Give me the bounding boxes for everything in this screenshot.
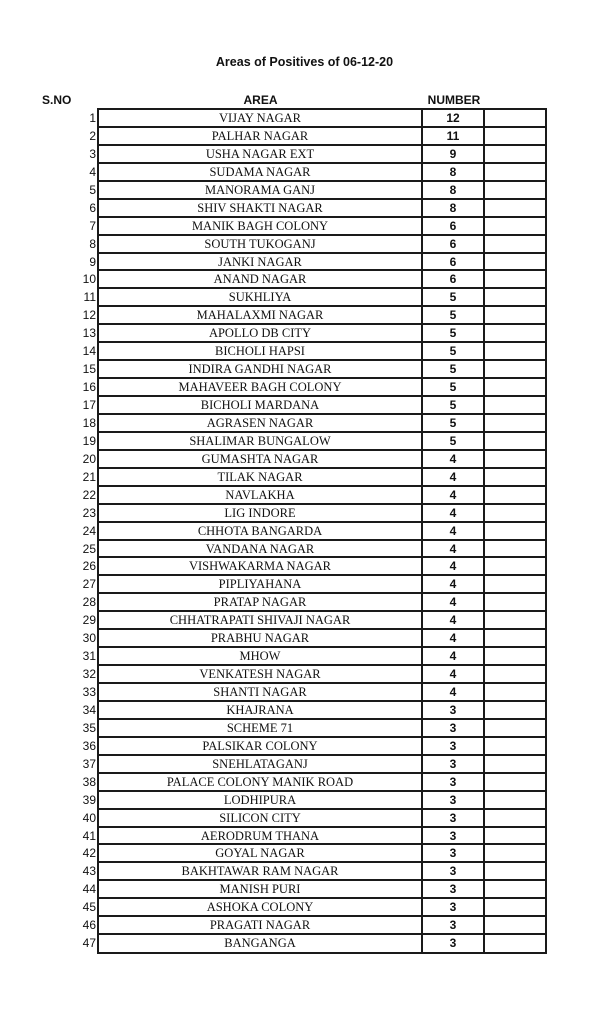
- row-empty-cell: [485, 648, 545, 664]
- row-area: BICHOLI MARDANA: [99, 397, 423, 413]
- row-area: PALSIKAR COLONY: [99, 738, 423, 754]
- areas-table: [82, 108, 547, 954]
- column-header-number: NUMBER: [427, 93, 481, 107]
- row-number: 4: [423, 505, 485, 521]
- row-empty-cell: [485, 810, 545, 826]
- row-number: 5: [423, 307, 485, 323]
- row-sno: 32: [82, 667, 96, 682]
- row-number: 4: [423, 648, 485, 664]
- row-sno: 12: [82, 308, 96, 323]
- row-empty-cell: [485, 828, 545, 844]
- row-number: 5: [423, 289, 485, 305]
- row-number: 5: [423, 379, 485, 395]
- row-number: 3: [423, 738, 485, 754]
- row-sno: 46: [82, 918, 96, 933]
- row-sno: 1: [89, 111, 96, 125]
- row-area: PRAGATI NAGAR: [99, 917, 423, 933]
- row-area: VIJAY NAGAR: [99, 110, 423, 126]
- table-row: [82, 487, 545, 505]
- row-empty-cell: [485, 720, 545, 736]
- row-number: 4: [423, 612, 485, 628]
- table-row: [82, 576, 545, 594]
- row-empty-cell: [485, 469, 545, 485]
- row-sno: 33: [82, 685, 96, 699]
- row-area: TILAK NAGAR: [99, 469, 423, 485]
- table-row: [82, 325, 545, 343]
- row-sno: 29: [82, 613, 96, 628]
- row-sno: 24: [82, 523, 96, 538]
- row-sno: 6: [89, 200, 96, 215]
- row-sno: 20: [82, 451, 96, 466]
- table-row: [82, 361, 545, 379]
- table-row: [82, 451, 545, 469]
- row-area: MANISH PURI: [99, 881, 423, 897]
- row-number: 8: [423, 182, 485, 198]
- table-row: [82, 594, 545, 612]
- row-empty-cell: [485, 899, 545, 915]
- row-number: 5: [423, 361, 485, 377]
- row-number: 3: [423, 792, 485, 808]
- row-area: MAHALAXMI NAGAR: [99, 307, 423, 323]
- row-empty-cell: [485, 236, 545, 252]
- row-number: 3: [423, 702, 485, 718]
- table-row: [82, 343, 545, 361]
- row-number: 9: [423, 146, 485, 162]
- table-row: [82, 558, 545, 576]
- row-number: 3: [423, 935, 485, 952]
- table-row: [82, 648, 545, 666]
- table-row: [82, 684, 545, 702]
- row-area: CHHATRAPATI SHIVAJI NAGAR: [99, 612, 423, 628]
- row-empty-cell: [485, 146, 545, 162]
- row-empty-cell: [485, 325, 545, 341]
- row-number: 3: [423, 756, 485, 772]
- row-empty-cell: [485, 792, 545, 808]
- table-row: [89, 146, 545, 164]
- table-row: [82, 433, 545, 451]
- row-sno: 10: [82, 272, 96, 287]
- row-sno: 30: [82, 631, 96, 646]
- table-row: [82, 702, 545, 720]
- row-number: 8: [423, 200, 485, 216]
- row-empty-cell: [485, 254, 545, 270]
- row-area: LODHIPURA: [99, 792, 423, 808]
- row-area: VANDANA NAGAR: [99, 541, 423, 557]
- table-row: [89, 110, 545, 128]
- row-empty-cell: [485, 630, 545, 646]
- row-area: SOUTH TUKOGANJ: [99, 236, 423, 252]
- row-area: GOYAL NAGAR: [99, 845, 423, 861]
- row-empty-cell: [485, 200, 545, 216]
- row-number: 4: [423, 523, 485, 539]
- row-sno: 11: [83, 290, 96, 305]
- row-sno: 23: [82, 505, 96, 520]
- row-area: SHIV SHAKTI NAGAR: [99, 200, 423, 216]
- row-empty-cell: [485, 756, 545, 772]
- row-number: 4: [423, 469, 485, 485]
- row-empty-cell: [485, 128, 545, 144]
- column-header-sno: S.NO: [42, 93, 72, 107]
- row-area: APOLLO DB CITY: [99, 325, 423, 341]
- row-area: ASHOKA COLONY: [99, 899, 423, 915]
- row-sno: 18: [82, 415, 96, 430]
- row-sno: 41: [82, 828, 96, 843]
- row-number: 5: [423, 397, 485, 413]
- row-area: KHAJRANA: [99, 702, 423, 718]
- row-sno: 45: [82, 900, 96, 915]
- row-empty-cell: [485, 182, 545, 198]
- table-row: [82, 899, 545, 917]
- row-number: 3: [423, 810, 485, 826]
- row-empty-cell: [485, 594, 545, 610]
- row-number: 5: [423, 325, 485, 341]
- row-area: AERODRUM THANA: [99, 828, 423, 844]
- row-empty-cell: [485, 738, 545, 754]
- row-sno: 17: [82, 398, 96, 412]
- row-number: 4: [423, 451, 485, 467]
- row-area: SHANTI NAGAR: [99, 684, 423, 700]
- row-area: PALHAR NAGAR: [99, 128, 423, 144]
- table-row: [82, 307, 545, 325]
- row-number: 5: [423, 343, 485, 359]
- table-row: [89, 218, 545, 236]
- row-number: 3: [423, 899, 485, 915]
- row-sno: 8: [89, 236, 96, 251]
- row-empty-cell: [485, 397, 545, 413]
- row-number: 4: [423, 630, 485, 646]
- row-empty-cell: [485, 558, 545, 574]
- row-area: SCHEME 71: [99, 720, 423, 736]
- row-sno: 9: [89, 254, 96, 269]
- row-area: CHHOTA BANGARDA: [99, 523, 423, 539]
- row-sno: 35: [82, 720, 96, 735]
- row-area: PRATAP NAGAR: [99, 594, 423, 610]
- table-row: [82, 523, 545, 541]
- row-number: 6: [423, 218, 485, 234]
- table-row: [82, 774, 545, 792]
- row-area: PRABHU NAGAR: [99, 630, 423, 646]
- row-empty-cell: [485, 576, 545, 592]
- table-row: [82, 845, 545, 863]
- row-area: LIG INDORE: [99, 505, 423, 521]
- row-number: 3: [423, 917, 485, 933]
- row-number: 6: [423, 271, 485, 287]
- row-sno: 40: [82, 810, 96, 825]
- row-area: USHA NAGAR EXT: [99, 146, 423, 162]
- row-number: 11: [423, 128, 485, 144]
- row-sno: 44: [82, 882, 96, 897]
- table-row: [89, 236, 545, 254]
- row-empty-cell: [485, 702, 545, 718]
- row-empty-cell: [485, 935, 545, 952]
- row-area: BAKHTAWAR RAM NAGAR: [99, 863, 423, 879]
- row-area: GUMASHTA NAGAR: [99, 451, 423, 467]
- row-number: 3: [423, 828, 485, 844]
- row-sno: 25: [82, 541, 96, 556]
- row-area: SUKHLIYA: [99, 289, 423, 305]
- row-sno: 7: [89, 218, 96, 233]
- row-number: 3: [423, 774, 485, 790]
- row-empty-cell: [485, 845, 545, 861]
- row-empty-cell: [485, 666, 545, 682]
- row-area: AGRASEN NAGAR: [99, 415, 423, 431]
- table-row: [89, 128, 545, 146]
- row-number: 4: [423, 541, 485, 557]
- row-number: 3: [423, 845, 485, 861]
- row-number: 4: [423, 666, 485, 682]
- row-sno: 14: [82, 344, 96, 359]
- table-row: [82, 792, 545, 810]
- row-empty-cell: [485, 343, 545, 359]
- table-row: [82, 397, 545, 415]
- row-empty-cell: [485, 379, 545, 395]
- row-number: 3: [423, 881, 485, 897]
- row-number: 12: [423, 110, 485, 126]
- row-empty-cell: [485, 361, 545, 377]
- row-area: MHOW: [99, 648, 423, 664]
- table-row: [82, 505, 545, 523]
- row-area: INDIRA GANDHI NAGAR: [99, 361, 423, 377]
- row-number: 4: [423, 684, 485, 700]
- row-empty-cell: [485, 541, 545, 557]
- row-sno: 2: [89, 128, 96, 143]
- row-number: 4: [423, 487, 485, 503]
- row-empty-cell: [485, 881, 545, 897]
- row-area: BICHOLI HAPSI: [99, 343, 423, 359]
- table-row: [82, 720, 545, 738]
- row-sno: 42: [82, 846, 96, 861]
- row-empty-cell: [485, 271, 545, 287]
- row-sno: 28: [82, 595, 96, 610]
- row-area: VISHWAKARMA NAGAR: [99, 558, 423, 574]
- table-row: [89, 200, 545, 218]
- row-empty-cell: [485, 523, 545, 539]
- row-sno: 13: [82, 326, 96, 341]
- table-row: [82, 612, 545, 630]
- row-sno: 4: [89, 164, 96, 179]
- row-sno: 15: [82, 362, 96, 377]
- row-sno: 38: [82, 774, 96, 789]
- column-header-area: AREA: [243, 93, 278, 107]
- row-empty-cell: [485, 451, 545, 467]
- row-sno: 31: [82, 649, 96, 664]
- table-row: [82, 863, 545, 881]
- row-sno: 16: [82, 380, 96, 395]
- row-sno: 26: [82, 559, 96, 574]
- row-area: NAVLAKHA: [99, 487, 423, 503]
- row-number: 6: [423, 254, 485, 270]
- row-area: SUDAMA NAGAR: [99, 164, 423, 180]
- row-empty-cell: [485, 110, 545, 126]
- table-row: [82, 469, 545, 487]
- row-empty-cell: [485, 289, 545, 305]
- row-number: 4: [423, 558, 485, 574]
- table-row: [82, 810, 545, 828]
- row-area: MANORAMA GANJ: [99, 182, 423, 198]
- row-empty-cell: [485, 505, 545, 521]
- row-area: MAHAVEER BAGH COLONY: [99, 379, 423, 395]
- row-sno: 5: [89, 182, 96, 197]
- table-row: [82, 630, 545, 648]
- row-empty-cell: [485, 684, 545, 700]
- row-number: 6: [423, 236, 485, 252]
- table-row: [82, 541, 545, 559]
- row-number: 5: [423, 415, 485, 431]
- table-row: [82, 379, 545, 397]
- row-sno: 21: [82, 469, 96, 484]
- row-area: PIPLIYAHANA: [99, 576, 423, 592]
- row-area: SNEHLATAGANJ: [99, 756, 423, 772]
- table-row: [82, 666, 545, 684]
- row-empty-cell: [485, 774, 545, 790]
- row-sno: 19: [82, 433, 96, 448]
- table-row: [82, 738, 545, 756]
- row-area: ANAND NAGAR: [99, 271, 423, 287]
- row-empty-cell: [485, 917, 545, 933]
- table-row: [82, 415, 545, 433]
- row-sno: 43: [82, 864, 96, 879]
- row-number: 5: [423, 433, 485, 449]
- row-number: 4: [423, 576, 485, 592]
- table-row: [82, 881, 545, 899]
- table-row: [82, 935, 545, 953]
- row-empty-cell: [485, 218, 545, 234]
- row-sno: 37: [82, 756, 96, 771]
- row-area: VENKATESH NAGAR: [99, 666, 423, 682]
- row-area: JANKI NAGAR: [99, 254, 423, 270]
- table-row: [82, 917, 545, 935]
- page-title: Areas of Positives of 06-12-20: [215, 55, 394, 69]
- row-number: 3: [423, 863, 485, 879]
- row-number: 8: [423, 164, 485, 180]
- table-row: [89, 164, 545, 182]
- row-area: SHALIMAR BUNGALOW: [99, 433, 423, 449]
- row-area: SILICON CITY: [99, 810, 423, 826]
- row-area: PALACE COLONY MANIK ROAD: [99, 774, 423, 790]
- row-empty-cell: [485, 415, 545, 431]
- table-row: [89, 182, 545, 200]
- row-number: 4: [423, 594, 485, 610]
- row-empty-cell: [485, 487, 545, 503]
- row-sno: 36: [82, 738, 96, 753]
- row-empty-cell: [485, 433, 545, 449]
- row-sno: 27: [82, 577, 96, 592]
- row-area: MANIK BAGH COLONY: [99, 218, 423, 234]
- table-row: [82, 756, 545, 774]
- row-empty-cell: [485, 612, 545, 628]
- row-empty-cell: [485, 307, 545, 323]
- table-row: [89, 254, 545, 272]
- row-sno: 34: [82, 702, 96, 717]
- row-sno: 47: [82, 936, 96, 951]
- table-row: [82, 271, 545, 289]
- row-sno: 3: [89, 146, 96, 161]
- row-empty-cell: [485, 164, 545, 180]
- row-number: 3: [423, 720, 485, 736]
- row-sno: 22: [82, 487, 96, 502]
- table-row: [82, 828, 545, 846]
- row-sno: 39: [82, 792, 96, 807]
- row-empty-cell: [485, 863, 545, 879]
- table-row: [83, 289, 545, 307]
- row-area: BANGANGA: [99, 935, 423, 952]
